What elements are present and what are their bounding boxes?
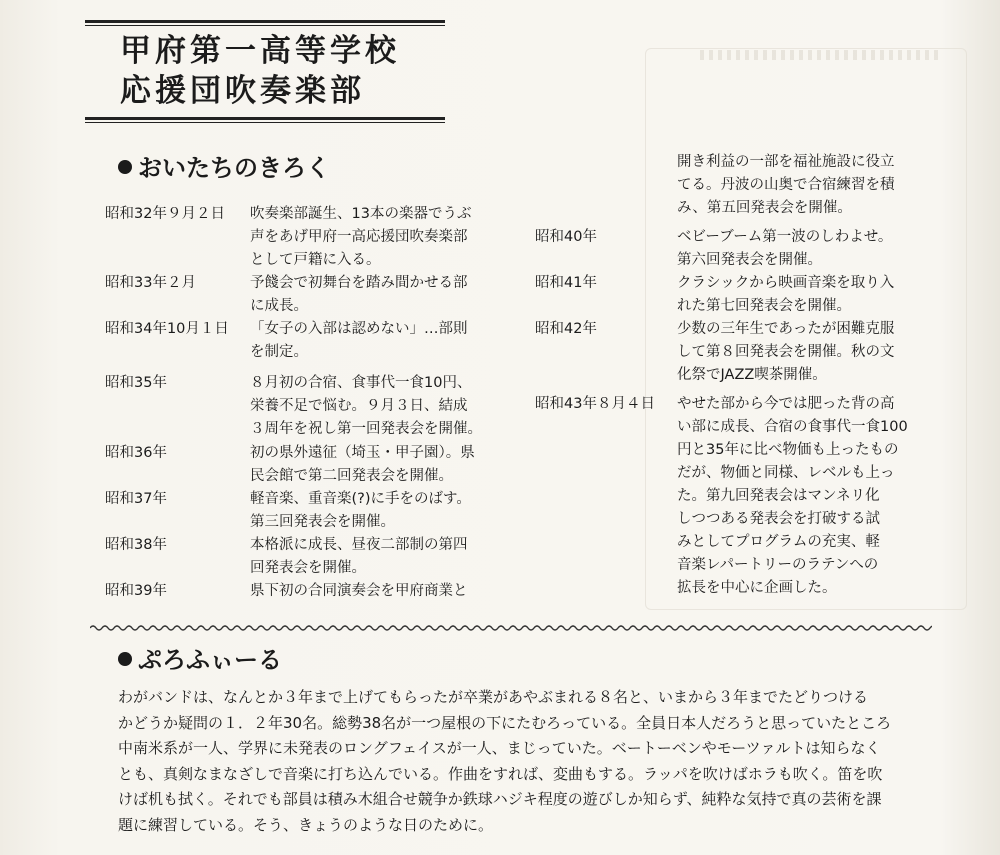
header-rule-bottom-thin (85, 122, 445, 123)
header-rule-top (85, 20, 445, 23)
header-rule-bottom (85, 117, 445, 120)
entry-date: 昭和40年 (535, 229, 597, 245)
header-rule-top-thin (85, 25, 445, 26)
entry-text-line: して第８回発表会を開催。秋の文 (677, 344, 895, 360)
entry-text-line: クラシックから映画音楽を取り入 (677, 275, 895, 291)
entry-description (250, 442, 475, 488)
entry-description (250, 272, 468, 318)
wavy-divider (90, 621, 932, 635)
profile-line: かどうか疑問の１．２年30名。総勢38名が一つ屋根の下にたむろっている。全員日本人だろうと思っていたところ (118, 713, 892, 732)
entry-description (250, 372, 482, 441)
entry-text-line: た。第九回発表会はマンネリ化 (677, 488, 880, 504)
profile-line: けば机も拭く。それでも部員は積み木組合せ競争か鉄球ハジキ程度の遊びしか知らず、純粋な気持で真の芸術を課 (118, 790, 882, 808)
entry-text-line: ８月初の合宿、食事代一食10円、 (250, 375, 472, 391)
entry-text-line: 音楽レパートリーのラテンへの (677, 557, 879, 573)
entry-text-line: を制定。 (250, 344, 308, 360)
entry-text-line: 吹奏楽部誕生、13本の楽器でうぶ (250, 206, 472, 222)
entry-text-line: だが、物価と同様、レベルも上っ (677, 465, 895, 481)
entry-description (677, 318, 895, 387)
entry-text-line: い部に成長、合宿の食事代一食100 (677, 419, 908, 435)
entry-date: 昭和33年２月 (105, 275, 196, 291)
entry-date: 昭和43年８月４日 (535, 396, 655, 412)
entry-date: 昭和32年９月２日 (105, 206, 225, 222)
bullet-icon (118, 652, 132, 666)
bullet-icon (118, 160, 132, 174)
entry-text-line: 第六回発表会を開催。 (677, 252, 822, 268)
entry-text-line: に成長。 (250, 298, 308, 314)
entry-date: 昭和42年 (535, 321, 597, 337)
entry-text-line: 本格派に成長、昼夜二部制の第四 (250, 537, 468, 553)
entry-text-line: みとしてプログラムの充実、軽 (677, 534, 880, 550)
profile-line: 中南米系が一人、学界に未発表のロングフェイスが一人、まじっていた。ベートーベンやモーツァルトは知らなく (118, 739, 881, 757)
profile-paragraph (118, 685, 938, 838)
entry-text-line: み、第五回発表会を開催。 (677, 200, 852, 216)
entry-text-line: 予餞会で初舞台を踏み間かせる部 (250, 275, 468, 291)
entry-description (677, 393, 908, 600)
entry-date: 昭和38年 (105, 537, 167, 553)
entry-description (677, 226, 892, 272)
entry-text-line: ベビーブーム第一波のしわよせ。 (677, 229, 893, 245)
entry-text-line: 初の県外遠征（埼玉・甲子園）。県 (250, 445, 475, 461)
entry-text-line: 栄養不足で悩む。９月３日、結成 (250, 398, 468, 414)
entry-text-line: 化祭でJAZZ喫茶開催。 (677, 367, 827, 383)
profile-line: とも、真剣なまなざしで音楽に打ち込んでいる。作曲をすれば、変曲もする。ラッパを吹けばホラも吹く。笛を吹 (118, 764, 883, 783)
entry-text-line: 声をあげ甲府一高応援団吹奏楽部 (250, 229, 468, 245)
entry-text-line: として戸籍に入る。 (250, 252, 381, 268)
entry-date: 昭和34年10月１日 (105, 321, 229, 337)
entry-text-line: 第三回発表会を開催。 (250, 514, 395, 530)
history-heading (118, 153, 330, 183)
entry-date: 昭和35年 (105, 375, 167, 391)
page-title-line1: 甲府第一高等学校 (120, 33, 400, 69)
entry-description (250, 203, 471, 272)
page-title-line2: 応援団吹奏楽部 (120, 73, 365, 109)
entry-date: 昭和36年 (105, 445, 167, 461)
entry-description (250, 534, 468, 580)
profile-line: わがバンドは、なんとか３年まで上げてもらったが卒業があやぶまれる８名と、いまから３年までたどりつける (118, 688, 869, 706)
profile-line: 題に練習している。そう、きょうのような日のために。 (118, 815, 494, 834)
profile-heading-text: ぷろふぃーる (138, 646, 282, 674)
entry-text-line: 開き利益の一部を福祉施設に役立 (677, 154, 895, 170)
entry-description (677, 151, 895, 220)
entry-text-line: 拡長を中心に企画した。 (677, 580, 837, 596)
entry-text-line: 民会館で第二回発表会を開催。 (250, 468, 453, 484)
entry-date: 昭和41年 (535, 275, 597, 291)
history-heading-text: おいたちのきろく (138, 154, 330, 182)
entry-date: 昭和37年 (105, 491, 167, 507)
profile-heading (118, 645, 282, 675)
entry-text-line: 「女子の入部は認めない」…部則 (250, 321, 468, 337)
entry-date: 昭和39年 (105, 583, 167, 599)
entry-text-line: 軽音楽、重音楽(?)に手をのばす。 (250, 491, 471, 507)
entry-description (677, 272, 894, 318)
entry-text-line: やせた部から今では肥った背の高 (677, 396, 895, 412)
entry-description (250, 580, 468, 603)
entry-text-line: てる。丹波の山奥で合宿練習を積 (677, 177, 895, 193)
entry-text-line: れた第七回発表会を開催。 (677, 298, 851, 314)
entry-text-line: 少数の三年生であったが困難克服 (677, 321, 895, 337)
entry-text-line: ３周年を祝し第一回発表会を開催。 (250, 421, 482, 437)
entry-text-line: 県下初の合同演奏会を甲府商業と (250, 583, 468, 599)
entry-text-line: 回発表会を開催。 (250, 560, 366, 576)
bleed-through-border (700, 50, 940, 60)
entry-description (250, 488, 471, 534)
entry-text-line: 円と35年に比べ物価も上ったもの (677, 442, 899, 458)
entry-description (250, 318, 468, 364)
entry-text-line: しつつある発表会を打破する試 (677, 511, 880, 527)
